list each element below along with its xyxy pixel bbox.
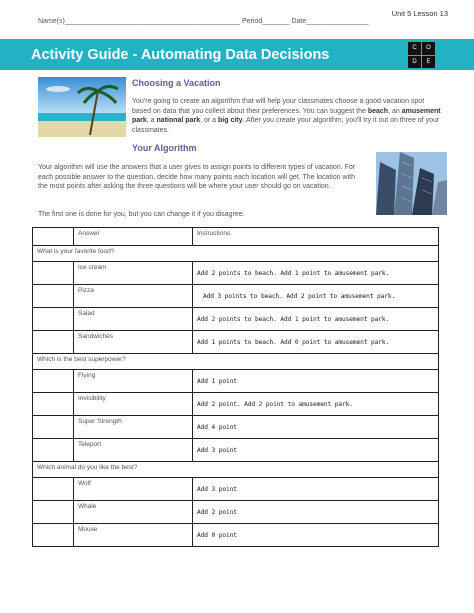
answer-cell: Super Strength [74,416,193,439]
intro-paragraph: You're going to create an algorithm that will help your classmates choose a good vacation spot based on data that you collect about their preferences. You can suggest the beach, an amusement park, a national park, or a big city. After you create your algorithm, you'll try it out on three of your classmates. [132,98,441,134]
page-title: Activity Guide - Automating Data Decisions [31,47,330,63]
question-text: What is your favorite food? [33,246,439,262]
table-row [33,478,439,501]
algorithm-paragraph: Your algorithm will use the answers that a user gives to assign points to different types of vacation. For each possible answer to the question, decide how many points each location will get. The location with the most points after asking the three questions will be where your user should go on vacation. [38,164,356,190]
logo-letter: D [408,56,421,69]
table-row [33,393,439,416]
instruction-cell[interactable]: Add 3 point [193,439,439,462]
beach-photo [38,77,126,137]
period-label: Period [242,18,263,25]
question-row [33,246,439,262]
table-row [33,501,439,524]
answer-cell: Ice cream [74,262,193,285]
question-row [33,462,439,478]
name-label: Name(s) [38,18,65,25]
instruction-cell[interactable]: Add 1 points to beach. Add 0 point to amusement park. [193,331,439,354]
city-photo [376,152,447,215]
algorithm-table [32,227,439,547]
instruction-cell[interactable]: Add 2 points to beach. Add 1 point to amusement park. [193,308,439,331]
logo-letter: O [422,42,435,55]
col-header-instructions: Instructions [193,228,439,246]
instruction-cell[interactable]: Add 2 point [193,501,439,524]
instruction-cell[interactable]: Add 3 point [193,478,439,501]
table-row [33,416,439,439]
your-algorithm-heading: Your Algorithm [132,143,197,153]
col-header-answer: Answer [74,228,193,246]
question-text: Which animal do you like the best? [33,462,439,478]
instruction-cell[interactable]: Add 4 point [193,416,439,439]
table-row [33,262,439,285]
table-row [33,308,439,331]
table-row [33,524,439,547]
name-period-date-line: Name(s)_____________________________________________ Period_______ Date________________ [38,18,369,25]
answer-cell: Invisibility [74,393,193,416]
algorithm-note: The first one is done for you, but you can change it if you disagree. [38,211,245,218]
logo-letter: C [408,42,421,55]
instruction-cell[interactable]: Add 2 points to beach. Add 1 point to amusement park. [193,262,439,285]
choosing-vacation-heading: Choosing a Vacation [132,78,221,88]
code-logo [408,42,435,68]
question-text: Which is the best superpower? [33,354,439,370]
answer-cell: Mouse [74,524,193,547]
instruction-cell[interactable]: Add 1 point [193,370,439,393]
table-row [33,331,439,354]
answer-cell: Whale [74,501,193,524]
unit-lesson-label: Unit 5 Lesson 13 [391,9,448,18]
title-banner [0,39,474,70]
table-row [33,370,439,393]
answer-cell: Sandwiches [74,331,193,354]
question-row [33,354,439,370]
instruction-cell[interactable]: Add 3 points to beach. Add 2 point to amusement park. [193,285,439,308]
table-row [33,285,439,308]
answer-cell: Wolf [74,478,193,501]
answer-cell: Flying [74,370,193,393]
instruction-cell[interactable]: Add 0 point [193,524,439,547]
table-header-row [33,228,439,246]
date-label: Date [291,18,307,25]
table-row [33,439,439,462]
answer-cell: Teleport [74,439,193,462]
logo-letter: E [422,56,435,69]
instruction-cell[interactable]: Add 2 point. Add 2 point to amusement park. [193,393,439,416]
answer-cell: Salad [74,308,193,331]
answer-cell: Pizza [74,285,193,308]
